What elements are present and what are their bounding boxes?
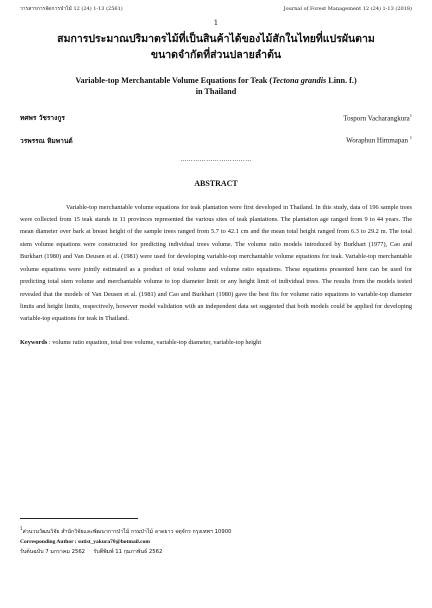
title-english: [20, 75, 412, 97]
keywords: [20, 338, 412, 347]
title-english-main: Variable-top Merchantable Volume Equations for Teak (: [75, 76, 273, 85]
footnote-affiliation-sup: 1: [20, 526, 23, 531]
footnote-received: รับต้นฉบับ 7 มกราคม 2562: [20, 548, 86, 555]
abstract-body: [20, 202, 412, 326]
author-name-english: [343, 111, 412, 123]
running-header: [20, 6, 412, 13]
author-name-english-text: Woraphun Himmapan: [346, 136, 408, 145]
keywords-label: Keywords: [20, 338, 48, 346]
footnote-corresponding-author: Corresponding Author : sutist_yakura70@hotmail.com: [20, 538, 150, 545]
title-species-author: Linn. f.): [326, 76, 357, 85]
title-thai-line2: ขนาดจำกัดที่ส่วนปลายลำต้น: [150, 49, 282, 61]
footnote-divider: [20, 518, 138, 519]
footnote-dates: [20, 547, 412, 557]
abstract-paragraph: Variable-top merchantable volume equations for teak plantation were first developed in Thailand. In this study, data of 196 sample trees were collected from 15 teak stands in 11 provinces represented the various sites of teak plantations. The plantation age ranged from 9 to 44 years. The mean diameter over bark at breast height of the sample trees ranged from 5.7 to 42.1 cm and the mean total height ranged from 6.3 to 29.2 m. The total stem volume equations were constructed for predicting individual trees volume. The volume ratio models introduced by Burkhart (1977), Cao and Burkhart (1980) and Van Deusen et al. (1981) were used for developing variable-top merchantable volume equations for teak. Variable-top merchantable volume equations were jointly estimated as a product of total volume and volume ratio equations. These equations presented here can be used for predicting total stem volume and merchantable volume to top diameter limit or any height limit of individual trees. The results from the models tested revealed that the models of Van Deusen et al. (1981) and Cao and Burkhart (1980) gave the best fits for volume ratio equations to variable-top diameter limits and height limits, respectively, however model validation with an independent data set suggested that both models could be applied for developing variable-top equations for teak in Thailand.: [20, 203, 412, 323]
separator-dots: ……………………………: [180, 155, 252, 163]
header-right-journal-en: Journal of Forest Management 12 (24) 1-13 (2018): [283, 6, 412, 12]
footnote-accepted: รับตีพิมพ์ 11 กุมภาพันธ์ 2562: [93, 548, 163, 555]
author-name-english: [346, 133, 412, 145]
author-row: [20, 133, 412, 145]
footnotes: [20, 524, 412, 557]
footnote-affiliation: [20, 524, 412, 537]
title-thai-line1: สมการประมาณปริมาตรไม้ที่เป็นสินค้าได้ของไม้สักในไทยที่แปรผันตาม: [57, 33, 375, 45]
title-english-line1: [20, 75, 412, 86]
author-list: [20, 111, 412, 146]
author-affiliation-sup: 1: [409, 135, 412, 141]
author-name-thai: ทศพร วัชรางกูร: [20, 114, 65, 123]
keywords-text: : volume ratio equation, total tree volume, variable-top diameter, variable-top height: [47, 338, 262, 346]
author-name-english-text: Tosporn Vacharangkura: [343, 114, 410, 123]
title-english-line2: in Thailand: [195, 87, 237, 96]
author-affiliation-sup: 1: [409, 113, 412, 118]
author-name-thai: วรพรรณ หิมพานต์: [20, 136, 73, 145]
footnote-affiliation-text: ส่วนวนวัฒนวิจัย สำนักวิจัยและพัฒนาการป่าไม้ กรมป่าไม้ ลาดยาว จตุจักร กรุงเทพฯ 10900: [22, 528, 232, 535]
title-thai: [20, 31, 412, 63]
abstract-heading: ABSTRACT: [194, 178, 238, 188]
header-left-journal-th: วารสารการจัดการป่าไม้ 12 (24) 1-13 (2561): [20, 6, 123, 12]
page-number: 1: [213, 19, 219, 27]
author-row: [20, 111, 412, 123]
title-species-name: Tectona grandis: [272, 76, 327, 85]
